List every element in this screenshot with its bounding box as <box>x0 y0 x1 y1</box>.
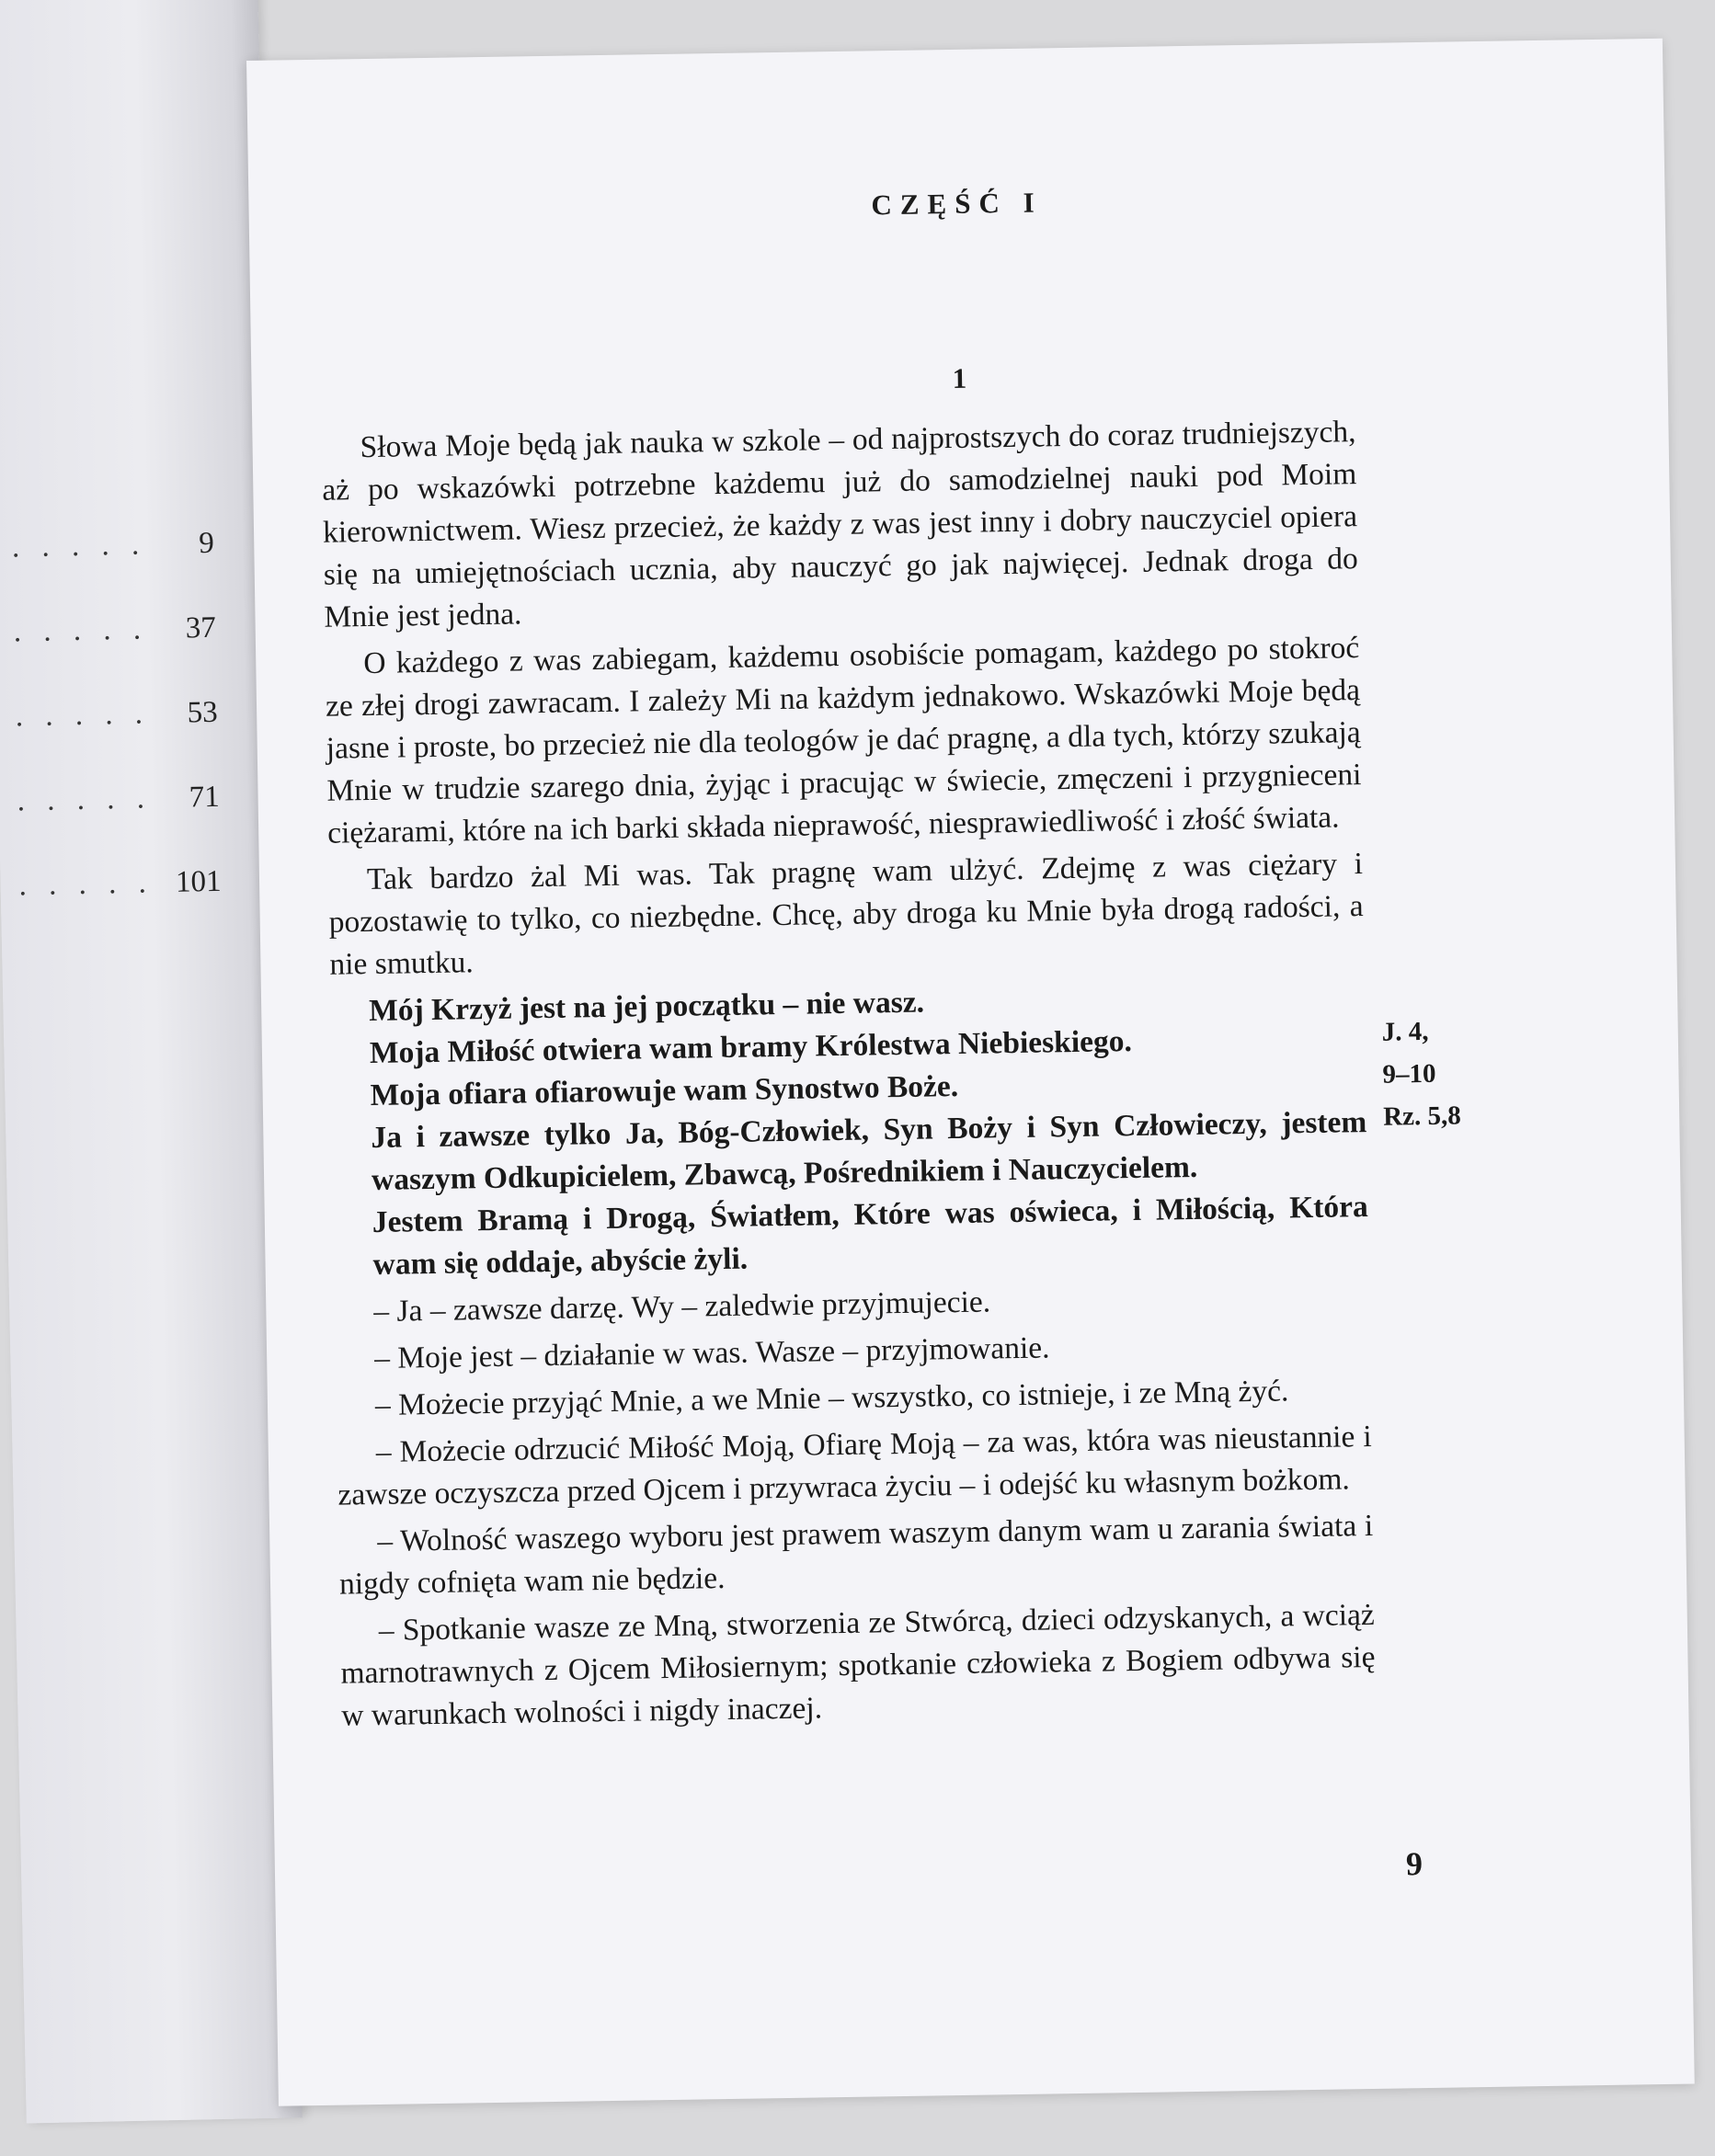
dialog-line: – Możecie odrzucić Miłość Moją, Ofiarę Moją – za was, która was nieustannie i zawsze oczyszcza przed Ojcem i przywraca życiu – i odejść ku własnym bożkom. <box>337 1419 1372 1512</box>
toc-entry <box>18 865 222 904</box>
toc-dots: . . . . . <box>15 697 151 734</box>
toc-page-number: 101 <box>175 864 222 899</box>
chapter-number: 1 <box>952 361 967 394</box>
toc-entry <box>12 527 215 565</box>
part-title: CZĘŚĆ I <box>871 186 1043 222</box>
dialog-lines <box>335 1275 1376 1738</box>
margin-references <box>1381 1010 1493 1138</box>
dialog-line: – Moje jest – działanie w was. Wasze – przyjmowanie. <box>373 1330 1050 1375</box>
right-page <box>246 39 1695 2106</box>
toc-dots: . . . . . <box>13 612 149 649</box>
bold-line: Ja i zawsze tylko Ja, Bóg-Człowiek, Syn Boży i Syn Człowieczy, jestem waszym Odkupicielem, Zbawcą, Pośrednikiem i Nauczycielem. <box>371 1105 1367 1198</box>
paragraph: Słowa Moje będą jak nauka w szkole – od najprostszych do coraz trudniejszych, aż po wskazówki potrzebne każdemu już do samodzielnej nauki pod Moim kierownictwem. Wiesz przecież, że każdy z was jest inny i dobry nauczyciel opiera się na umiejętnościach ucznia, aby nauczyć go jak najwięcej. Jednak droga do Mnie jest jedna. <box>322 415 1358 634</box>
toc-dots: . . . . . <box>17 781 153 818</box>
toc-page-number: 53 <box>187 695 219 730</box>
toc-dots: . . . . . <box>11 528 147 565</box>
margin-reference: 9–10 <box>1382 1058 1436 1089</box>
bold-line: Moja ofiara ofiarowuje wam Synostwo Boże. <box>370 1068 959 1113</box>
bold-line: Moja Miłość otwiera wam bramy Królestwa Niebieskiego. <box>369 1024 1133 1071</box>
toc-entry <box>15 696 218 735</box>
margin-reference: J. 4, <box>1381 1016 1429 1047</box>
dialog-line: – Ja – zawsze darzę. Wy – zaledwie przyjmujecie. <box>373 1284 991 1329</box>
emphasized-declaration <box>330 975 1369 1287</box>
toc-page-number: 9 <box>198 526 215 561</box>
page-number: 9 <box>1405 1845 1423 1883</box>
bold-line: Jestem Bramą i Drogą, Światłem, Które was oświeca, i Miłością, Która wam się oddaje, abyście żyli. <box>372 1189 1369 1282</box>
dialog-line: – Wolność waszego wyboru jest prawem waszym danym wam u zarania świata i nigdy cofnięta wam nie będzie. <box>338 1508 1374 1602</box>
dialog-line: – Możecie przyjąć Mnie, a we Mnie – wszystko, co istnieje, i ze Mną żyć. <box>374 1374 1289 1422</box>
toc-entry <box>17 781 220 819</box>
dialog-line: – Spotkanie wasze ze Mną, stworzenia ze Stwórcą, dzieci odzyskanych, a wciąż marnotrawnych z Ojcem Miłosiernym; spotkanie człowieka z Bogiem odbywa się w warunkach wolności i nigdy inaczej. <box>340 1597 1376 1733</box>
margin-reference: Rz. 5,8 <box>1382 1101 1462 1132</box>
paragraph: Tak bardzo żal Mi was. Tak pragnę wam ulżyć. Zdejmę z was ciężary i pozostawię to tylko, co niezbędne. Chcę, aby droga ku Mnie była drogą radości, a nie smutku. <box>328 847 1364 982</box>
body-text <box>321 411 1376 1741</box>
paragraph: O każdego z was zabiegam, każdemu osobiście pomagam, każdego po stokroć ze złej drogi zawracam. I zależy Mi na każdym jednakowo. Wskazówki Moje będą jasne i proste, bo przecież nie dla teologów je dać pragnę, a dla tych, którzy szukają Mnie w trudzie szarego dnia, żyjąc i pracując w świecie, zmęczeni i przygnieceni ciężarami, które na ich barki składa nieprawość, niesprawiedliwość i złość świata. <box>325 631 1362 850</box>
toc-page-number: 71 <box>189 780 221 815</box>
toc-dots: . . . . . <box>18 866 154 903</box>
toc-page-number: 37 <box>185 610 217 645</box>
toc-entry <box>13 611 216 650</box>
bold-line: Mój Krzyż jest na jej początku – nie wasz. <box>368 985 925 1029</box>
